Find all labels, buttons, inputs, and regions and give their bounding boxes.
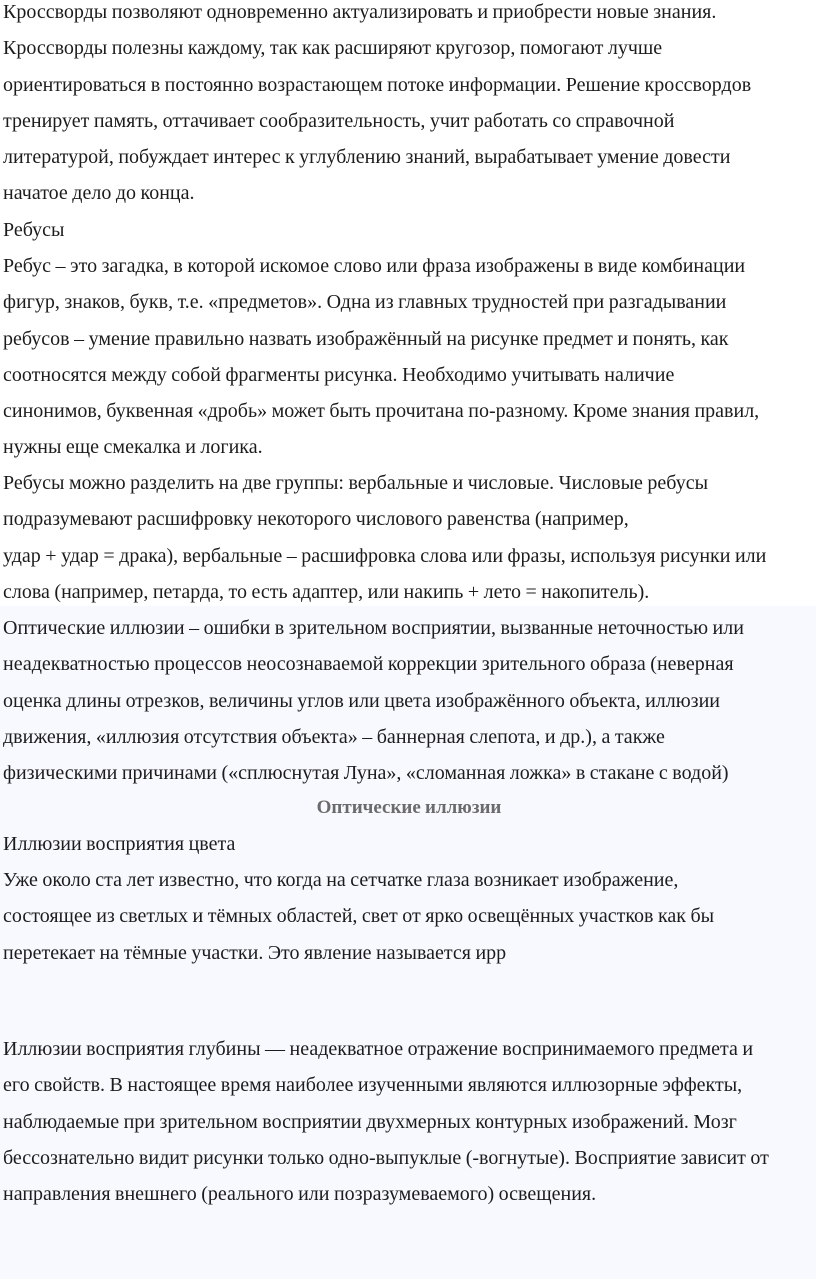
paragraph-optical-illusions-definition: Оптические иллюзии – ошибки в зрительном восприятии, вызванные неточностью или неадекватностью процессов неосознаваемой коррекции зрительного образа (неверная оценка длины отрезков, величины углов или цвета изображённого объекта, иллюзии движения, «иллюзия отсутствия объекта» – баннерная слепота, и др.), а также физическими причинами («сплюснутая Луна», «сломанная ложка» в стакане с водой) [3, 617, 744, 785]
heading-rebuses: Ребусы [3, 219, 65, 241]
paragraph-rebus-definition: Ребус – это загадка, в которой искомое слово или фраза изображены в виде комбинации фигур, знаков, букв, т.е. «предметов». Одна из главных трудностей при разгадывании ребусов – умение правильно назвать изображённый на рисунке предмет и понять, как соотносятся между собой фрагменты рисунка. Необходимо учитывать наличие синонимов, буквенная «дробь» может быть прочитана по-разному. Кроме знания правил, нужны еще смекалка и логика. [3, 255, 760, 459]
paragraph-rebus-groups: Ребусы можно разделить на две группы: вербальные и числовые. Числовые ребусы подразумевают расшифровку некоторого числового равенства (например, удар + удар = драка), вербальные – расшифровка слова или фразы, используя рисунки или слова (например, петарда, то есть адаптер, или накипь + лето = накопитель). [3, 472, 767, 603]
heading-optical-illusions: Оптические иллюзии [316, 797, 502, 818]
paragraph-crosswords: Кроссворды позволяют одновременно актуализировать и приобрести новые знания. Кроссворды полезны каждому, так как расширяют кругозор, помогают лучше ориентироваться в постоянно возрастающем потоке информации. Решение кроссвордов тренирует память, оттачивает сообразительность, учит работать со справочной литературой, побуждает интерес к углублению знаний, вырабатывает умение довести начатое дело до конца. [3, 1, 752, 205]
paragraph-depth-illusions: Иллюзии восприятия глубины — неадекватное отражение воспринимаемого предмета и его свойств. В настоящее время наиболее изученными являются иллюзорные эффекты, наблюдаемые при зрительном восприятии двухмерных контурных изображений. Мозг бессознательно видит рисунки только одно-выпуклые (-вогнутые). Восприятие зависит от направления внешнего (реального или позразумеваемого) освещения. [3, 1038, 769, 1206]
paragraph-color-illusions: Уже около ста лет известно, что когда на сетчатке глаза возникает изображение, состоящее из светлых и тёмных областей, свет от ярко освещённых участков как бы перетекает на тёмные участки. Это явление называется ирр [3, 869, 715, 964]
heading-color-illusions: Иллюзии восприятия цвета [3, 833, 236, 855]
